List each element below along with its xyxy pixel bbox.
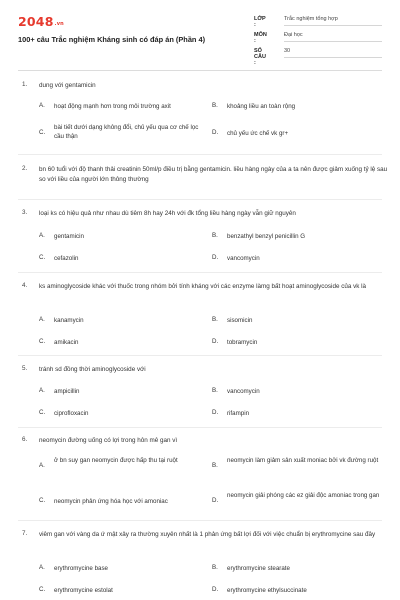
question-text: bn 60 tuổi với độ thanh thải creatinin 50ml/p điều trị bằng gentamicin. liều hàng ngày của a ta nên được giảm xuống tỷ lệ sau so với liều của người lớn thông thường <box>39 166 388 183</box>
question-divider <box>18 199 382 200</box>
page-title: 100+ câu Trắc nghiệm Kháng sinh có đáp án (Phần 4) <box>18 35 206 44</box>
question-number: 1. <box>22 81 28 88</box>
question-number: 5. <box>22 365 28 372</box>
question-text: viêm gan với vàng da ứ mật xảy ra thường xuyên nhất là 1 phản ứng bất lợi đối với việc chuẩn bị erythromycine sau đây <box>39 531 376 538</box>
question-divider <box>18 355 382 356</box>
question-text: loại ks có hiệu quả như nhau dù tiêm 8h hay 24h với đk tổng liều hàng ngày vẫn giữ nguyên <box>39 210 296 217</box>
question-divider <box>18 272 382 273</box>
question-number: 2. <box>22 165 28 172</box>
question-divider <box>18 154 382 155</box>
question-text: ks aminoglycoside khác với thuốc trong nhóm bởi tính kháng với các enzyme làmg bất hoạt aminoglycoside của vk là <box>39 283 367 290</box>
question-number: 3. <box>22 209 28 216</box>
worksheet-header: 2048.vn 100+ câu Trắc nghiệm Kháng sinh có đáp án (Phần 4) LỚP : Trắc nghiệm tổng hợp MÔN : Đại học SỐ CÂU : 30 <box>0 0 400 70</box>
question-text: neomycin đường uống có lợi trong hôn mê gan vì <box>39 437 178 444</box>
question-number: 7. <box>22 530 28 537</box>
question-text: dung với gentamicin <box>39 82 96 89</box>
question-number: 6. <box>22 436 28 443</box>
question-divider <box>18 427 382 428</box>
header-divider <box>18 70 382 71</box>
question-text: tránh sd đồng thời aminoglycoside với <box>39 366 146 373</box>
question-divider <box>18 520 382 521</box>
site-logo[interactable]: 2048.vn <box>18 14 64 29</box>
question-number: 4. <box>22 282 28 289</box>
